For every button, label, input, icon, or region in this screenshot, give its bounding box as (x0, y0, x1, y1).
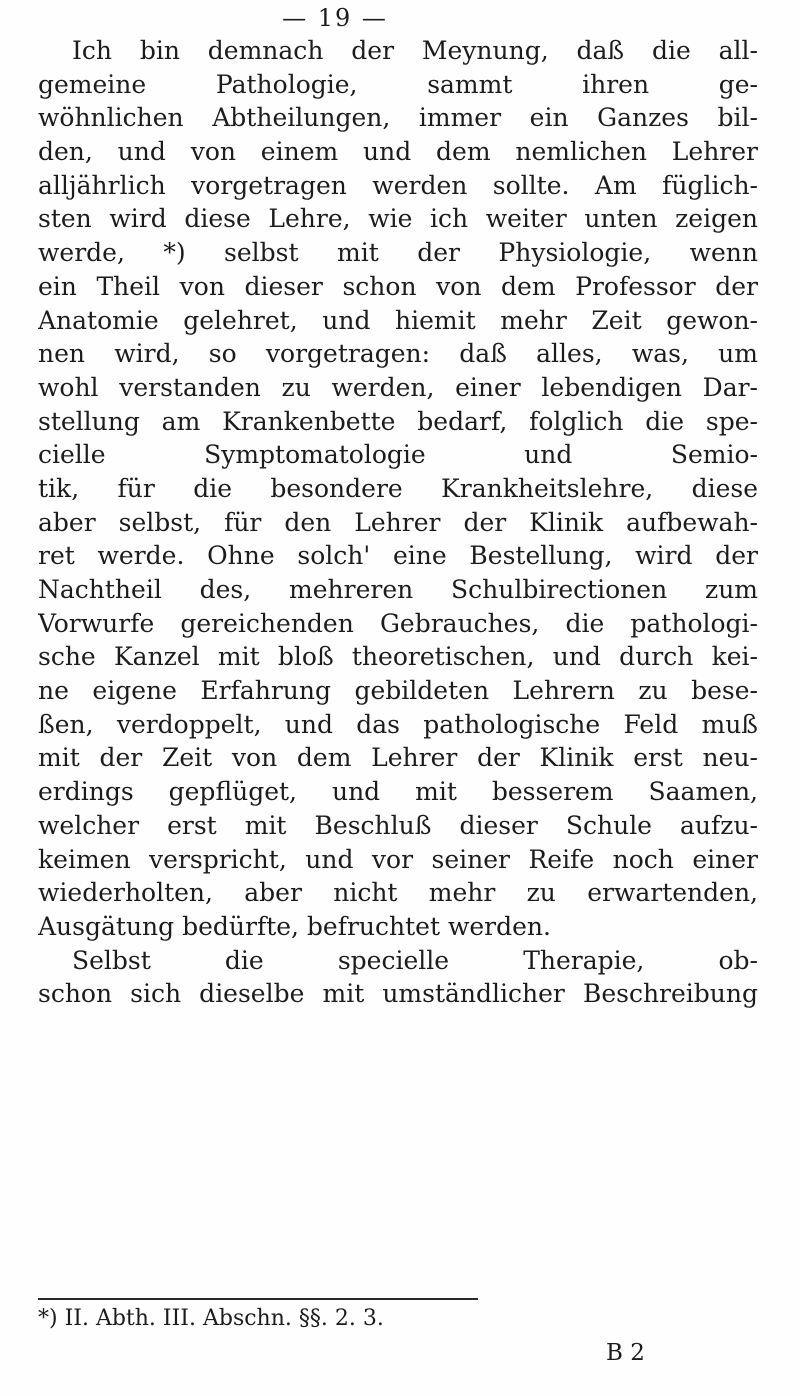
text-line: stellung am Krankenbette bedarf, folglich die spe- (38, 406, 758, 436)
text-line: schon sich dieselbe mit umständlicher Beschreibung (38, 979, 758, 1009)
text-line: aber selbst, für den Lehrer der Klinik aufbewah- (38, 507, 758, 537)
text-line: nen wird, so vorgetragen: daß alles, was, um (38, 339, 758, 369)
text-line: Ausgätung bedürfte, befruchtet werden. (38, 911, 551, 941)
footnote: *) II. Abth. III. Abschn. §§. 2. 3. (38, 1306, 384, 1331)
text-line: Nachtheil des, mehreren Schulbirectionen zum (38, 575, 758, 604)
text-line: gemeine Pathologie, sammt ihren ge- (38, 69, 758, 99)
text-line: Vorwurfe gereichenden Gebrauches, die pathologi- (38, 608, 758, 638)
text-line: Anatomie gelehret, und hiemit mehr Zeit gewon- (38, 305, 758, 335)
text-line: Ich bin demnach der Meynung, daß die all- (72, 36, 758, 65)
text-line: erdings gepflüget, und mit besserem Saamen, (38, 777, 758, 807)
text-line: alljährlich vorgetragen werden sollte. Am füglich- (38, 170, 758, 200)
text-line: ret werde. Ohne solch' eine Bestellung, wird der (38, 541, 758, 571)
text-line: keimen verspricht, und vor seiner Reife noch einer (38, 844, 758, 874)
printer-signature-mark: B 2 (606, 1340, 645, 1366)
text-line: wöhnlichen Abtheilungen, immer ein Ganzes bil- (38, 103, 758, 133)
text-line: mit der Zeit von dem Lehrer der Klinik erst neu- (38, 743, 758, 773)
text-line: werde, *) selbst mit der Physiologie, wenn (38, 238, 758, 268)
text-line: sten wird diese Lehre, wie ich weiter unten zeigen (38, 204, 758, 234)
body-text (38, 34, 758, 1011)
text-line: ßen, verdoppelt, und das pathologische Feld muß (38, 709, 758, 739)
text-line: den, und von einem und dem nemlichen Lehrer (38, 137, 758, 167)
page-number: — 19 — (282, 4, 388, 32)
text-line: welcher erst mit Beschluß dieser Schule aufzu- (38, 810, 758, 840)
text-line: cielle Symptomatologie und Semio- (38, 440, 758, 470)
text-line: ne eigene Erfahrung gebildeten Lehrern zu bese- (38, 676, 758, 706)
text-line: Selbst die specielle Therapie, ob- (72, 945, 758, 975)
text-line: wiederholten, aber nicht mehr zu erwartenden, (38, 878, 758, 908)
text-line: ein Theil von dieser schon von dem Professor der (38, 271, 758, 301)
text-line: sche Kanzel mit bloß theoretischen, und durch kei- (38, 642, 758, 672)
text-line: tik, für die besondere Krankheitslehre, diese (38, 473, 758, 503)
footnote-divider (38, 1298, 478, 1300)
text-line: wohl verstanden zu werden, einer lebendigen Dar- (38, 372, 758, 402)
